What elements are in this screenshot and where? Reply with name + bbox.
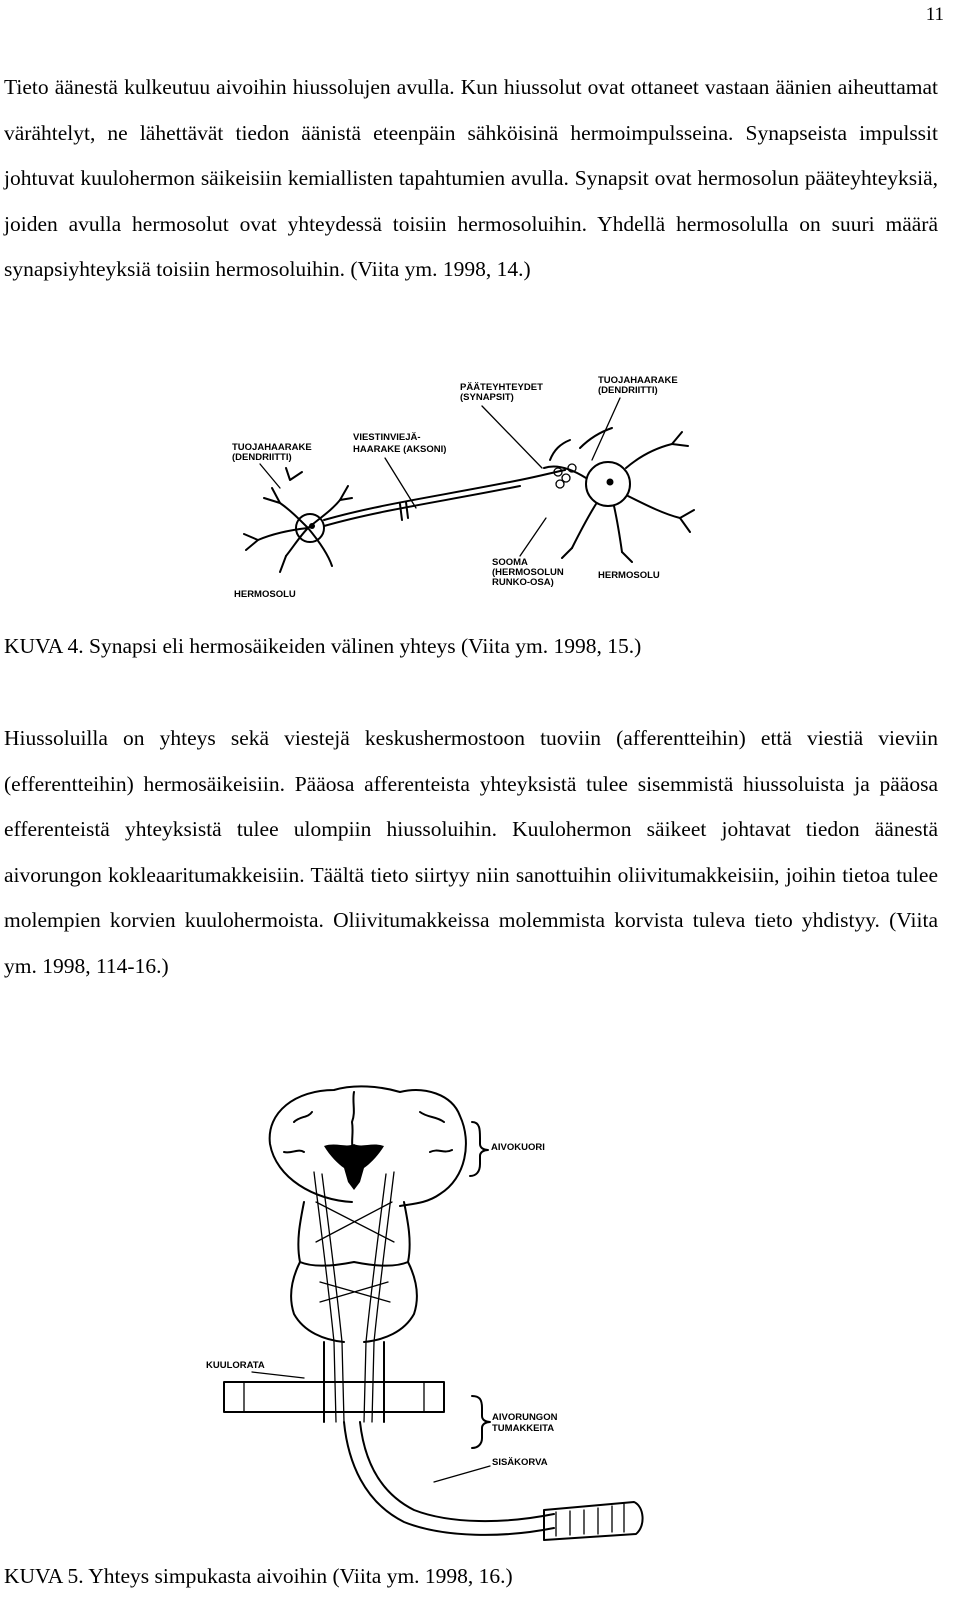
- figure-synapse-diagram: [220, 368, 700, 608]
- pointer-dendrite-left: [260, 464, 280, 488]
- axon-line: [324, 470, 565, 520]
- label-synapses-2: (SYNAPSIT): [460, 392, 514, 403]
- label-soma-2: (HERMOSOLUN: [492, 567, 564, 578]
- pointer-pathway: [252, 1372, 304, 1378]
- figure-4-caption: KUVA 4. Synapsi eli hermosäikeiden välinen yhteys (Viita ym. 1998, 15.): [4, 634, 642, 658]
- paragraph-1: Tieto äänestä kulkeutuu aivoihin hiussolujen avulla. Kun hiussolut ovat ottaneet vastaan äänien aiheuttamat värähtelyt, ne lähettävät tiedon äänistä eteenpäin sähköisinä hermoimpulsseina. Synapseista impulssit johtuvat kuulohermon säikeisiin kemiallisten tapahtumien avulla. Synapsit ovat hermosolun pääteyhteyksiä, joiden avulla hermosolut ovat yhteydessä toisiin hermosoluihin. Yhdellä hermosolulla on suuri määrä synapsiyhteyksiä toisiin hermosoluihin. (Viita ym. 1998, 14.): [4, 75, 938, 281]
- synapse-diagram-svg: [220, 368, 700, 608]
- nuclei-box: [224, 1382, 444, 1412]
- brainstem-outline: [291, 1202, 417, 1342]
- label-dendrite-left-2: (DENDRIITTI): [232, 452, 292, 463]
- brainstem-band: [300, 1262, 408, 1266]
- auditory-nerve-2: [360, 1422, 554, 1521]
- pointer-synapses: [482, 406, 542, 468]
- figure-5-caption: KUVA 5. Yhteys simpukasta aivoihin (Viita ym. 1998, 16.): [4, 1564, 513, 1588]
- pathway-fibers: [314, 1172, 394, 1422]
- label-dendrite-right-2: (DENDRIITTI): [598, 385, 658, 396]
- label-neuron-left: HERMOSOLU: [234, 589, 296, 600]
- label-cortex: AIVOKUORI: [491, 1142, 545, 1153]
- label-pathway: KUULORATA: [206, 1360, 265, 1371]
- nuclei-brace: [472, 1396, 490, 1448]
- label-axon-2: HAARAKE (AKSONI): [353, 444, 447, 455]
- cortex-brace: [470, 1122, 488, 1176]
- pointer-soma: [520, 518, 546, 556]
- right-neuron-shape: [544, 428, 694, 562]
- label-soma-1: SOOMA: [492, 557, 528, 568]
- nuclei-dividers: [244, 1382, 424, 1412]
- label-dendrite-right-1: TUOJAHAARAKE: [598, 375, 678, 386]
- label-synapses-1: PÄÄTEYHTEYDET: [460, 382, 543, 393]
- label-nuclei-1: AIVORUNGON: [492, 1412, 558, 1423]
- label-dendrite-left-1: TUOJAHAARAKE: [232, 442, 312, 453]
- pointer-inner-ear: [434, 1466, 490, 1482]
- axon-marks: [400, 502, 408, 520]
- page-number: 11: [925, 4, 944, 25]
- label-inner-ear: SISÄKORVA: [492, 1457, 548, 1468]
- label-axon-1: VIESTINVIEJÄ-: [353, 432, 421, 443]
- pointer-dendrite-right: [592, 398, 620, 460]
- paragraph-2: Hiussoluilla on yhteys sekä viestejä keskushermostoon tuoviin (afferentteihin) että viestiä vieviin (efferentteihin) hermosäikeisiin. Pääosa afferenteista yhteyksistä tulee sisemmistä hiussoluista ja pääosa efferenteistä yhteyksistä tulee ulompiin hiussoluihin. Kuulohermon säikeet johtavat tiedon äänestä aivorungon kokleaaritumakkeisiin. Täältä tieto siirtyy niin sanottuihin oliivitumakkeisiin, joihin tietoa tulee molempien korvien kuulohermoista. Oliivitumakkeissa molemmista korvista tuleva tieto yhdistyy. (Viita ym. 1998, 114-16.): [4, 726, 938, 978]
- label-soma-3: RUNKO-OSA): [492, 577, 554, 588]
- label-nuclei-2: TUMAKKEITA: [492, 1423, 555, 1434]
- cochlea: [544, 1502, 643, 1540]
- figure-auditory-pathway: [204, 1082, 654, 1562]
- left-neuron-shape: [244, 468, 352, 572]
- ventricle: [324, 1144, 384, 1190]
- axon-line-2: [324, 486, 520, 526]
- auditory-pathway-svg: [204, 1082, 654, 1562]
- label-neuron-right: HERMOSOLU: [598, 570, 660, 581]
